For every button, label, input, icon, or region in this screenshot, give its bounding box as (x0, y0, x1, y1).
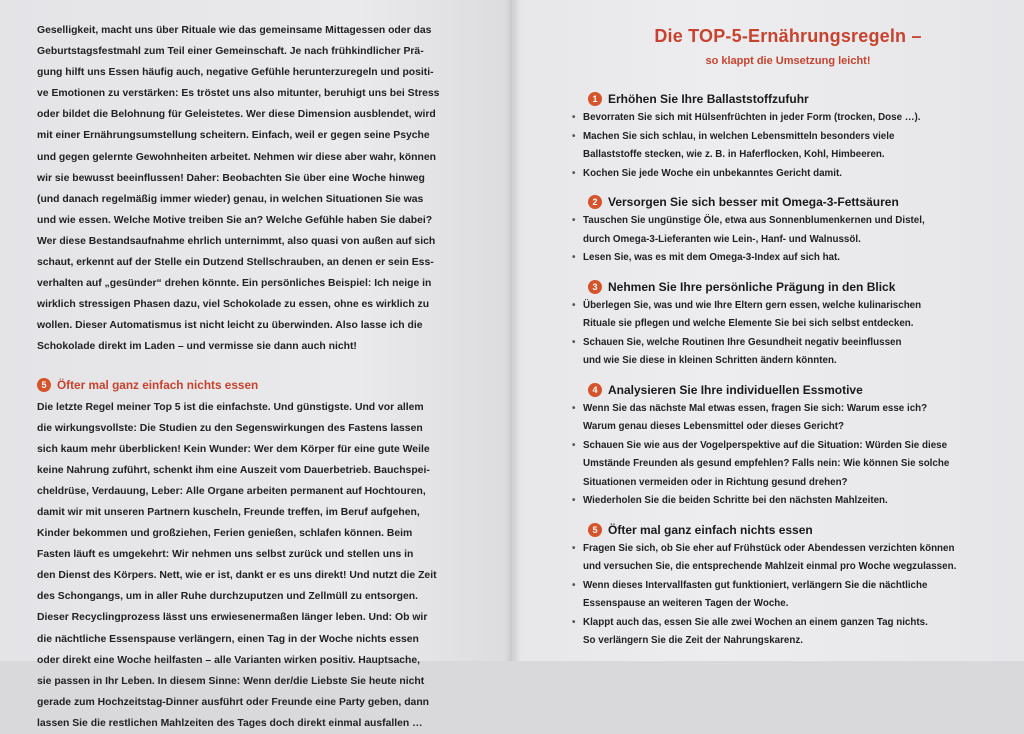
text-line: • Überlegen Sie, was und wie Ihre Eltern gern essen, welche kulinarischen (583, 297, 1004, 316)
text-line: Geselligkeit, macht uns über Rituale wie das gemeinsame Mittagessen oder das (37, 20, 484, 41)
page-subtitle: so klappt die Umsetzung leicht! (572, 55, 1004, 67)
text-line: Situationen vermeiden oder in Richtung gesund drehen? (583, 474, 1004, 493)
text-line: Schokolade direkt im Laden – und vermisse sie dann auch nicht! (37, 336, 484, 357)
text-line: wollen. Dieser Automatismus ist nicht leicht zu überwinden. Also lasse ich die (37, 315, 484, 336)
rule-heading (588, 277, 1004, 297)
text-line: Umstände Freunden als gesund empfehlen? Falls nein: Wie können Sie solche (583, 455, 1004, 474)
bullet-list (572, 212, 1004, 268)
list-item (572, 165, 1004, 184)
rule-block (572, 192, 1004, 268)
text-line: damit wir mit unseren Partnern kuscheln, Freunde treffen, im Beruf aufgehen, (37, 502, 484, 523)
text-line: wir sie bewusst beeinflussen! Daher: Beobachten Sie über eine Woche hinweg (37, 168, 484, 189)
text-line: • Schauen Sie wie aus der Vogelperspektive auf die Situation: Würden Sie diese (583, 437, 1004, 456)
text-line: • Bevorraten Sie sich mit Hülsenfrüchten in jeder Form (trocken, Dose …). (583, 109, 1004, 128)
text-line: Dieser Recyclingprozess lässt uns erwiesenermaßen länger leben. Und: Ob wir (37, 607, 484, 628)
text-line: • Kochen Sie jede Woche ein unbekanntes Gericht damit. (583, 165, 1004, 184)
text-line: gung hilft uns Essen häufig auch, negative Gefühle herunterzuregeln und positi- (37, 62, 484, 83)
list-item (572, 614, 1004, 651)
text-line: keine Nahrung zuführt, schenkt ihm eine Auszeit vom Dauerbetrieb. Bauchspei- (37, 460, 484, 481)
list-item (572, 109, 1004, 128)
number-badge: 1 (588, 92, 602, 106)
text-line: • Lesen Sie, was es mit dem Omega-3-Index auf sich hat. (583, 249, 1004, 268)
rule-block (572, 277, 1004, 371)
text-line: verhalten auf „gesünder“ drehen könnte. Ein persönliches Beispiel: Ich neige in (37, 273, 484, 294)
list-item (572, 128, 1004, 165)
number-badge: 4 (588, 383, 602, 397)
rule-heading (588, 89, 1004, 109)
section-heading-text: Öfter mal ganz einfach nichts essen (57, 378, 258, 392)
rule-heading (588, 192, 1004, 212)
text-line: wirklich stressigen Phasen dazu, viel Schokolade zu essen, ohne es wirklich zu (37, 294, 484, 315)
rule-heading-text: Erhöhen Sie Ihre Ballaststoffzufuhr (608, 92, 809, 106)
text-line: und versuchen Sie, die entsprechende Mahlzeit einmal pro Woche wegzulassen. (583, 558, 1004, 577)
text-line: des Schongangs, um in aller Ruhe durchzuputzen und Zellmüll zu entsorgen. (37, 586, 484, 607)
text-line: • Schauen Sie, welche Routinen Ihre Gesundheit negativ beeinflussen (583, 334, 1004, 353)
number-badge: 5 (37, 378, 51, 392)
text-line: Kinder bekommen und großziehen, Ferien genießen, schlafen können. Beim (37, 523, 484, 544)
text-line: den Dienst des Körpers. Nett, wie er ist, dankt er es uns direkt! Und nutzt die Zeit (37, 565, 484, 586)
text-line: • Machen Sie sich schlau, in welchen Lebensmitteln besonders viele (583, 128, 1004, 147)
text-line: Wer diese Bestandsaufnahme ehrlich unternimmt, also quasi von außen auf sich (37, 231, 484, 252)
text-line: cheldrüse, Verdauung, Leber: Alle Organe arbeiten permanent auf Hochtouren, (37, 481, 484, 502)
text-line: oder direkt eine Woche heilfasten – alle Varianten wirken positiv. Hauptsache, (37, 650, 484, 671)
text-line: ve Emotionen zu verstärken: Es tröstet uns also mitunter, beruhigt uns bei Stress (37, 83, 484, 104)
text-line: lassen Sie die restlichen Mahlzeiten des Tages doch direkt einmal ausfallen … (37, 713, 484, 734)
text-line: Essenspause an weiteren Tagen der Woche. (583, 595, 1004, 614)
text-line: und wie essen. Welche Motive treiben Sie an? Welche Gefühle haben Sie dabei? (37, 210, 484, 231)
text-line: und wie Sie diese in kleinen Schritten ändern könnten. (583, 352, 1004, 371)
number-badge: 3 (588, 280, 602, 294)
text-line: Die letzte Regel meiner Top 5 ist die einfachste. Und günstigste. Und vor allem (37, 397, 484, 418)
text-line: schaut, erkennt auf der Stelle ein Dutzend Stellschrauben, an denen er sein Ess- (37, 252, 484, 273)
list-item (572, 400, 1004, 437)
text-line: • Klappt auch das, essen Sie alle zwei Wochen an einem ganzen Tag nichts. (583, 614, 1004, 633)
text-line: sich kaum mehr überblicken! Kein Wunder: Wer dem Körper für eine gute Weile (37, 439, 484, 460)
list-item (572, 540, 1004, 577)
text-line: die nächtliche Essenspause verlängern, einen Tag in der Woche nichts essen (37, 629, 484, 650)
section-paragraph (37, 397, 484, 734)
rule-heading-text: Analysieren Sie Ihre individuellen Essmotive (608, 383, 863, 397)
text-line: • Wenn Sie das nächste Mal etwas essen, fragen Sie sich: Warum esse ich? (583, 400, 1004, 419)
rule-heading-text: Nehmen Sie Ihre persönliche Prägung in den Blick (608, 280, 895, 294)
page-title: Die TOP-5-Ernährungsregeln – (572, 26, 1004, 47)
text-line: sie passen in Ihr Leben. In diesem Sinne: Wenn der/die Liebste Sie heute nicht (37, 671, 484, 692)
intro-paragraph (37, 20, 484, 358)
rule-block (572, 380, 1004, 511)
text-line: Fasten läuft es umgekehrt: Wir nehmen uns selbst zurück und stellen uns in (37, 544, 484, 565)
bullet-list (572, 540, 1004, 651)
rule-block (572, 520, 1004, 651)
text-line: oder bildet die Belohnung für Geleistetes. Wer diese Dimension ausblendet, wird (37, 104, 484, 125)
text-line: Ballaststoffe stecken, wie z. B. in Haferflocken, Kohl, Himbeeren. (583, 146, 1004, 165)
book-gutter (505, 0, 521, 661)
text-line: • Wenn dieses Intervallfasten gut funktioniert, verlängern Sie die nächtliche (583, 577, 1004, 596)
text-line: Rituale sie pflegen und welche Elemente Sie bei sich selbst entdecken. (583, 315, 1004, 334)
number-badge: 2 (588, 195, 602, 209)
rule-heading-text: Öfter mal ganz einfach nichts essen (608, 523, 813, 537)
bullet-list (572, 109, 1004, 183)
rule-heading-text: Versorgen Sie sich besser mit Omega-3-Fettsäuren (608, 195, 899, 209)
text-line: durch Omega-3-Lieferanten wie Lein-, Hanf- und Walnussöl. (583, 231, 1004, 250)
text-line: • Fragen Sie sich, ob Sie eher auf Frühstück oder Abendessen verzichten können (583, 540, 1004, 559)
text-line: • Wiederholen Sie die beiden Schritte bei den nächsten Mahlzeiten. (583, 492, 1004, 511)
list-item (572, 492, 1004, 511)
text-line: und gegen gelernte Gewohnheiten arbeitet. Nehmen wir diese aber wahr, können (37, 147, 484, 168)
text-line: (und danach regelmäßig immer wieder) genau, in welchen Situationen Sie was (37, 189, 484, 210)
rule-block (572, 89, 1004, 183)
right-page (512, 0, 1024, 661)
list-item (572, 297, 1004, 334)
text-line: • Tauschen Sie ungünstige Öle, etwa aus Sonnenblumenkernen und Distel, (583, 212, 1004, 231)
text-line: die wirkungsvollste: Die Studien zu den Segenswirkungen des Fastens lassen (37, 418, 484, 439)
list-item (572, 212, 1004, 249)
rule-heading (588, 520, 1004, 540)
number-badge: 5 (588, 523, 602, 537)
rules-list (572, 89, 1004, 651)
text-line: Warum genau dieses Lebensmittel oder dieses Gericht? (583, 418, 1004, 437)
list-item (572, 249, 1004, 268)
bullet-list (572, 297, 1004, 371)
section-heading (37, 375, 484, 395)
left-page (0, 0, 512, 661)
text-line: Geburtstagsfestmahl zum Teil einer Gemeinschaft. Je nach frühkindlicher Prä- (37, 41, 484, 62)
text-line: gerade zum Hochzeitstag-Dinner ausführt oder Freunde eine Party geben, dann (37, 692, 484, 713)
text-line: So verlängern Sie die Zeit der Nahrungskarenz. (583, 632, 1004, 651)
text-line: mit einer Ernährungsumstellung scheitern. Einfach, weil er gegen seine Psyche (37, 125, 484, 146)
list-item (572, 577, 1004, 614)
bullet-list (572, 400, 1004, 511)
rule-heading (588, 380, 1004, 400)
list-item (572, 334, 1004, 371)
list-item (572, 437, 1004, 493)
